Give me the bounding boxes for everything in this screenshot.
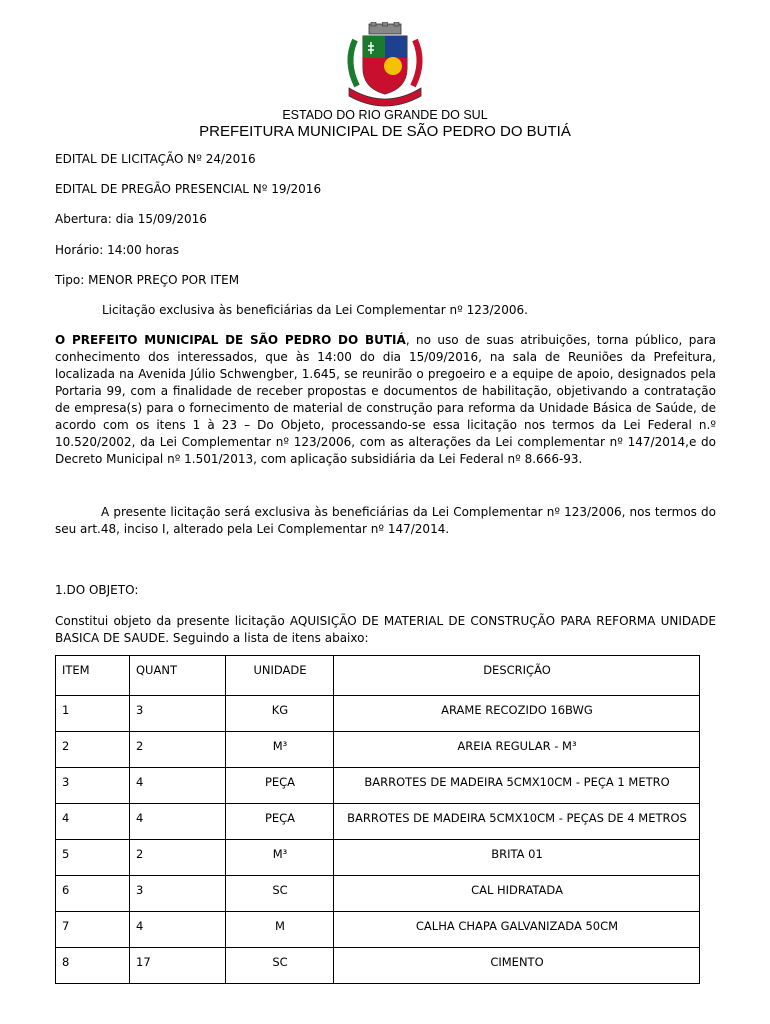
objeto-paragraph: Constitui objeto da presente licitação AQUISIÇÃO DE MATERIAL DE CONSTRUÇÃO PARA REFORMA UNIDADE BASICA DE SAUDE. Seguindo a lista de itens abaixo: (55, 614, 716, 645)
cell-item: 8 (56, 948, 130, 984)
cell-descricao: AREIA REGULAR - M³ (334, 732, 700, 768)
table-row (56, 912, 700, 948)
cell-descricao: BRITA 01 (334, 840, 700, 876)
table-row (56, 804, 700, 840)
table-row (56, 768, 700, 804)
cell-quant: 4 (130, 768, 226, 804)
cell-quant: 4 (130, 912, 226, 948)
section-title-objeto: 1.DO OBJETO: (55, 583, 139, 597)
items-table-body (56, 656, 700, 984)
cell-quant: 2 (130, 732, 226, 768)
cell-descricao: ARAME RECOZIDO 16BWG (334, 696, 700, 732)
exclusiva-paragraph: A presente licitação será exclusiva às beneficiárias da Lei Complementar nº 123/2006, nos termos do seu art.48, inciso I, alterado pela Lei Complementar nº 147/2014. (55, 505, 716, 536)
table-row (56, 732, 700, 768)
cell-quant: 2 (130, 840, 226, 876)
table-row (56, 840, 700, 876)
header-item: ITEM (56, 656, 130, 696)
header-descricao: DESCRIÇÃO (334, 656, 700, 696)
prefeito-title: O PREFEITO MUNICIPAL DE SÃO PEDRO DO BUTIÁ (55, 333, 406, 347)
coat-of-arms-icon (335, 22, 435, 108)
cell-quant: 4 (130, 804, 226, 840)
cell-item: 3 (56, 768, 130, 804)
cell-quant: 3 (130, 696, 226, 732)
horario-line: Horário: 14:00 horas (55, 243, 180, 257)
cell-unidade: PEÇA (226, 804, 334, 840)
cell-descricao: CAL HIDRATADA (334, 876, 700, 912)
header-quant: QUANT (130, 656, 226, 696)
cell-quant: 17 (130, 948, 226, 984)
edital-licitacao: EDITAL DE LICITAÇÃO Nº 24/2016 (55, 152, 256, 166)
cell-unidade: SC (226, 876, 334, 912)
state-heading: ESTADO DO RIO GRANDE DO SUL (282, 108, 488, 122)
prefeito-paragraph (55, 332, 716, 468)
cell-descricao: CALHA CHAPA GALVANIZADA 50CM (334, 912, 700, 948)
prefeito-text: , no uso de suas atribuições, torna público, para conhecimento dos interessados, que às 14:00 do dia 15/09/2016, na sala de Reuniões da Prefeitura, localizada na Avenida Júlio Schwengber, 1.645, se reunirão o pregoeiro e a equipe de apoio, designados pela Portaria 99, com a finalidade de receber propostas e documentos de habilitação, objetivando a contratação de empresa(s) para o fornecimento de material de construção para reforma da Unidade Básica de Saúde, de acordo com os itens 1 à 23 – Do Objeto, processando-se essa licitação nos termos da Lei Federal n.º 10.520/2002, da Lei Complementar nº 123/2006, com as alterações da Lei complementar nº 147/2014,e do Decreto Municipal nº 1.501/2013, com aplicação subsidiária da Lei Federal nº 8.666-93. (55, 333, 716, 466)
table-row (56, 876, 700, 912)
cell-item: 6 (56, 876, 130, 912)
cell-item: 2 (56, 732, 130, 768)
cell-unidade: M³ (226, 840, 334, 876)
cell-unidade: KG (226, 696, 334, 732)
table-row (56, 948, 700, 984)
cell-unidade: PEÇA (226, 768, 334, 804)
cell-unidade: M (226, 912, 334, 948)
table-row (56, 696, 700, 732)
cell-unidade: SC (226, 948, 334, 984)
exclusiva-line: Licitação exclusiva às beneficiárias da Lei Complementar nº 123/2006. (102, 303, 528, 317)
tipo-line: Tipo: MENOR PREÇO POR ITEM (55, 273, 240, 287)
table-header-row (56, 656, 700, 696)
cell-item: 4 (56, 804, 130, 840)
items-table (55, 655, 700, 984)
abertura-line: Abertura: dia 15/09/2016 (55, 212, 207, 226)
edital-pregao: EDITAL DE PREGÃO PRESENCIAL Nº 19/2016 (55, 182, 322, 196)
cell-item: 5 (56, 840, 130, 876)
cell-item: 7 (56, 912, 130, 948)
cell-descricao: BARROTES DE MADEIRA 5CMX10CM - PEÇAS DE 4 METROS (334, 804, 700, 840)
cell-unidade: M³ (226, 732, 334, 768)
header-unidade: UNIDADE (226, 656, 334, 696)
municipality-heading: PREFEITURA MUNICIPAL DE SÃO PEDRO DO BUTIÁ (199, 123, 571, 140)
cell-descricao: BARROTES DE MADEIRA 5CMX10CM - PEÇA 1 METRO (334, 768, 700, 804)
cell-descricao: CIMENTO (334, 948, 700, 984)
cell-item: 1 (56, 696, 130, 732)
cell-quant: 3 (130, 876, 226, 912)
